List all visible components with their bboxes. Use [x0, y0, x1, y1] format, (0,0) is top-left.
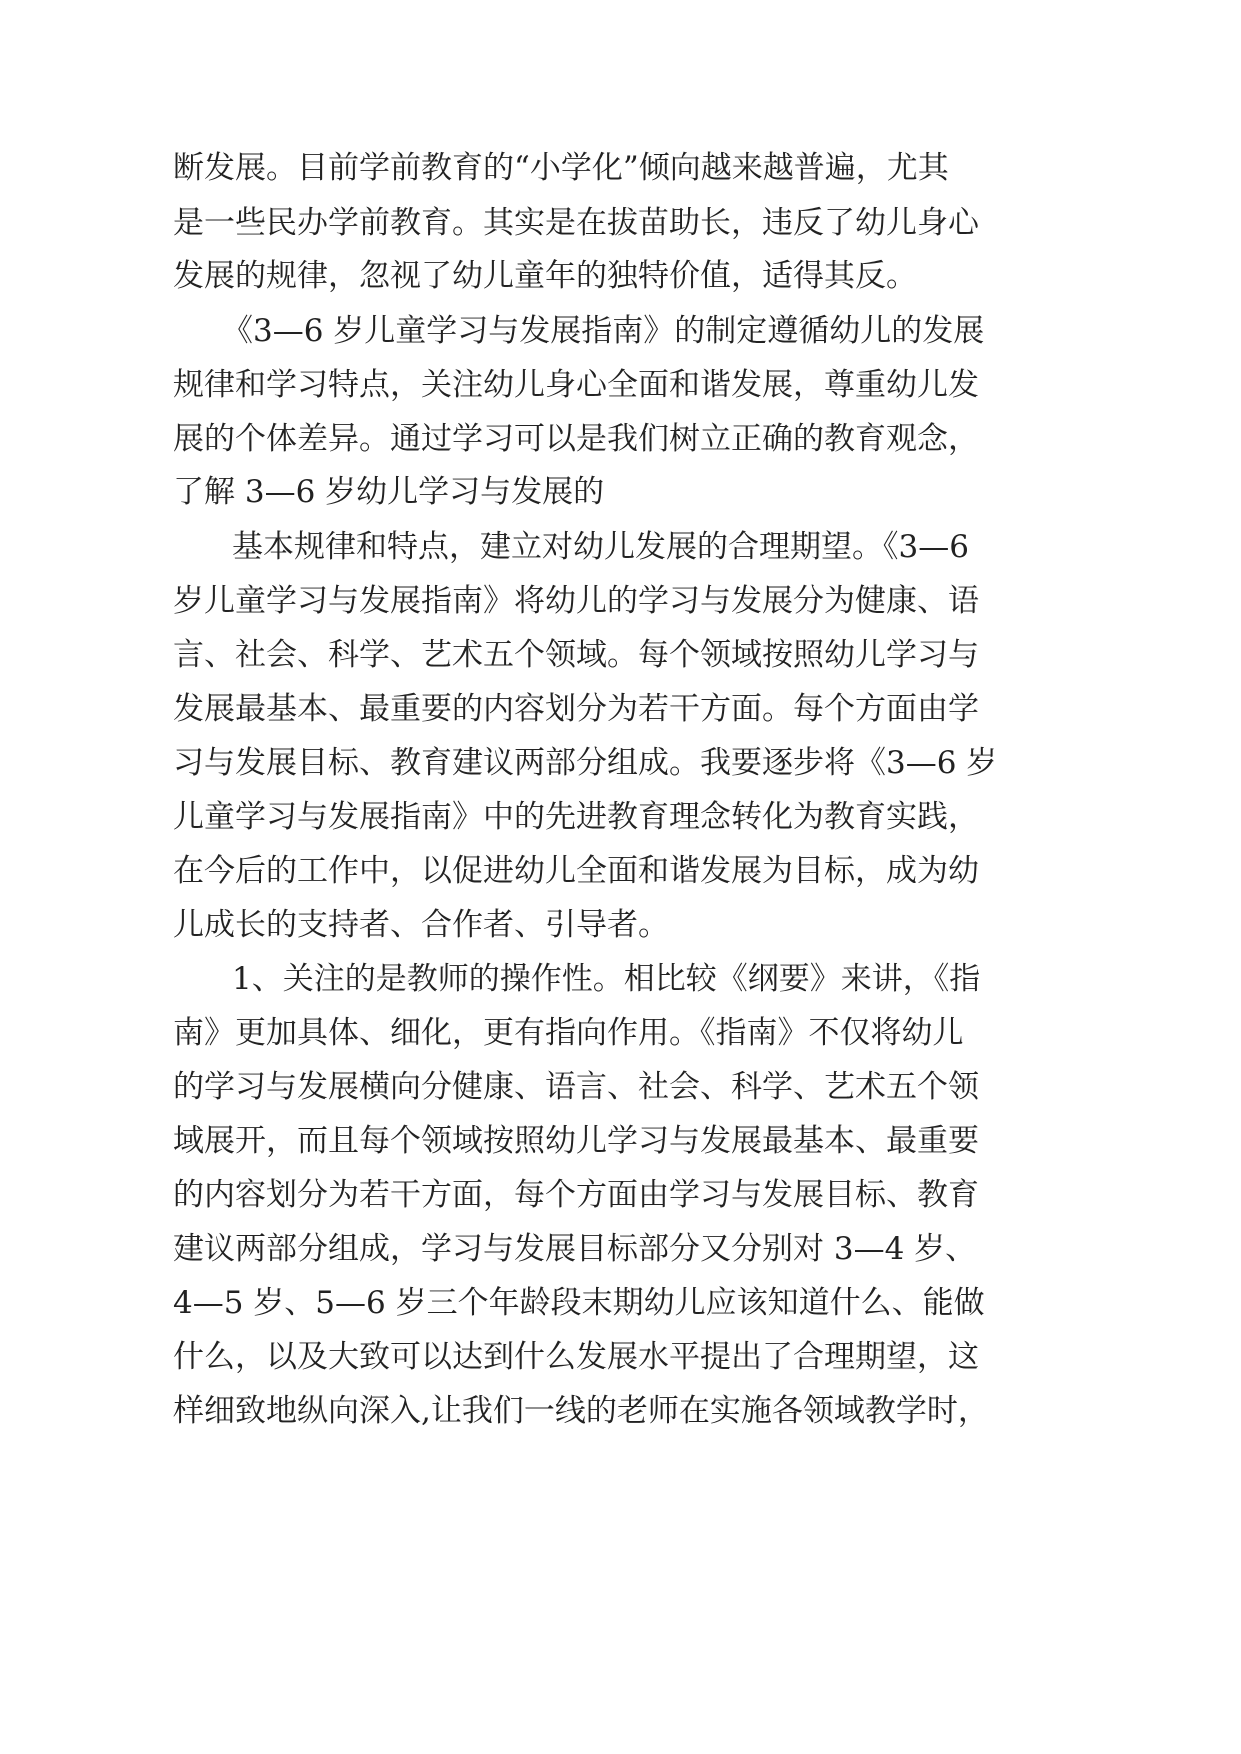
text-line: 儿成长的支持者、合作者、引导者。: [173, 907, 669, 943]
text-line: 4—5 岁、5—6 岁三个年龄段末期幼儿应该知道什么、能做: [173, 1285, 985, 1321]
text-line: 规律和学习特点，关注幼儿身心全面和谐发展，尊重幼儿发: [173, 367, 979, 403]
text-line: 岁儿童学习与发展指南》将幼儿的学习与发展分为健康、语: [173, 583, 979, 619]
text-line: 南》更加具体、细化，更有指向作用。《指南》不仅将幼儿: [173, 1015, 964, 1051]
text-line: 习与发展目标、教育建议两部分组成。我要逐步将《3—6 岁: [173, 745, 998, 781]
text-line: 了解 3—6 岁幼儿学习与发展的: [173, 474, 605, 510]
text-line: 1、关注的是教师的操作性。相比较《纲要》来讲，《指: [232, 961, 981, 997]
text-line: 样细致地纵向深入,让我们一线的老师在实施各领域教学时，: [173, 1393, 989, 1429]
text-line: 发展的规律，忽视了幼儿童年的独特价值，适得其反。: [173, 258, 917, 294]
text-line: 儿童学习与发展指南》中的先进教育理念转化为教育实践，: [173, 799, 979, 835]
text-line: 展的个体差异。通过学习可以是我们树立正确的教育观念，: [173, 421, 979, 457]
text-line: 是一些民办学前教育。其实是在拔苗助长，违反了幼儿身心: [173, 205, 979, 241]
text-line: 发展最基本、最重要的内容划分为若干方面。每个方面由学: [173, 691, 979, 727]
text-line: 建议两部分组成，学习与发展目标部分又分别对 3—4 岁、: [173, 1231, 977, 1267]
text-line: 基本规律和特点，建立对幼儿发展的合理期望。《3—6: [232, 529, 969, 565]
text-line: 在今后的工作中，以促进幼儿全面和谐发展为目标，成为幼: [173, 853, 979, 889]
text-line: 域展开，而且每个领域按照幼儿学习与发展最基本、最重要: [173, 1123, 979, 1159]
text-line: 的内容划分为若干方面，每个方面由学习与发展目标、教育: [173, 1177, 979, 1213]
text-line: 什么，以及大致可以达到什么发展水平提出了合理期望，这: [173, 1339, 979, 1375]
text-line: 《3—6 岁儿童学习与发展指南》的制定遵循幼儿的发展: [222, 313, 985, 349]
text-line: 的学习与发展横向分健康、语言、社会、科学、艺术五个领: [173, 1069, 979, 1105]
text-line: 言、社会、科学、艺术五个领域。每个领域按照幼儿学习与: [173, 637, 979, 673]
text-line: 断发展。目前学前教育的“小学化”倾向越来越普遍，尤其: [173, 150, 949, 186]
